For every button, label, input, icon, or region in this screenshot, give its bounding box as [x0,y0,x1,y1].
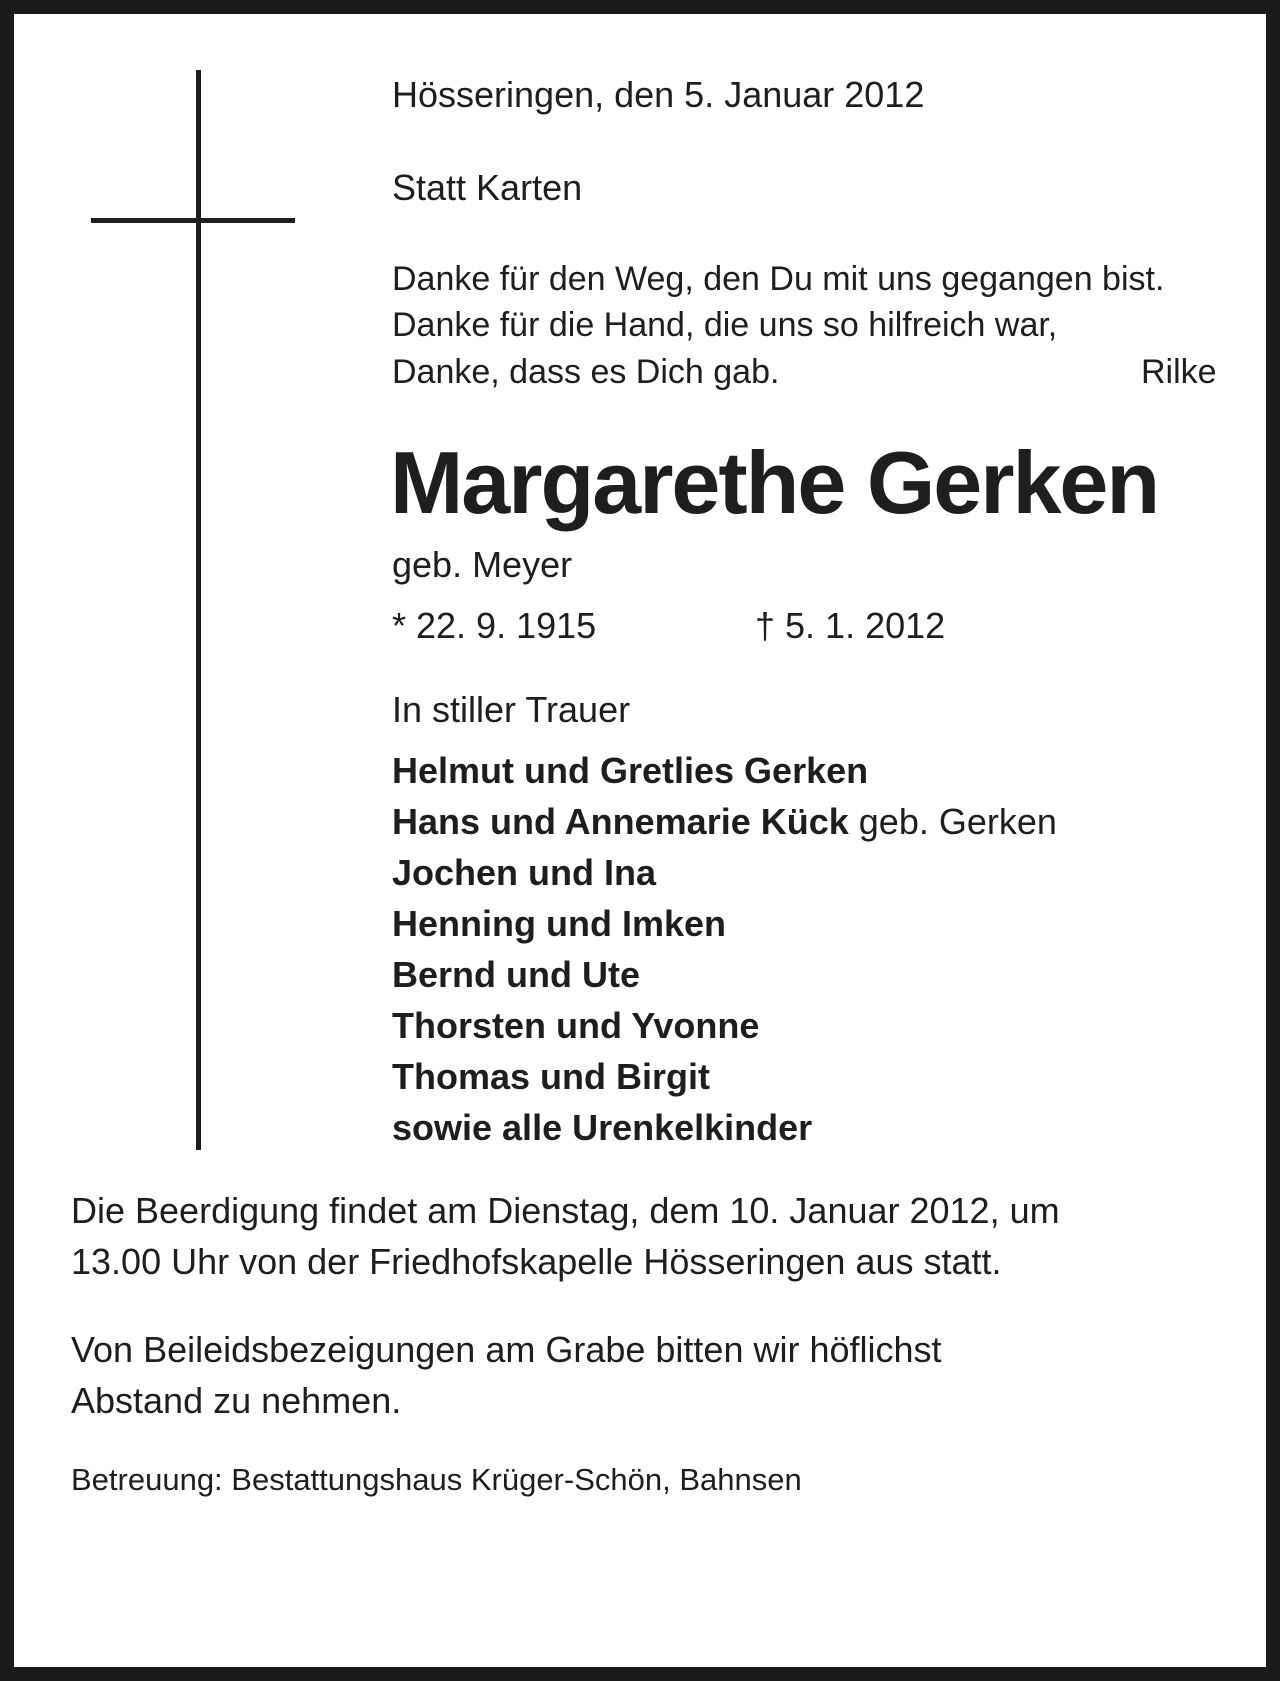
poem-author: Rilke [1141,353,1217,391]
birth-date: * 22. 9. 1915 [392,605,597,646]
mourner-entry: Thorsten und Yvonne [392,1005,760,1046]
death-date: † 5. 1. 2012 [755,605,946,646]
poem-line-1: Danke für den Weg, den Du mit uns gegangen bist. [392,260,1165,298]
poem-line-2: Danke für die Hand, die uns so hilfreich war, [392,306,1058,344]
condolence-line-2: Abstand zu nehmen. [71,1380,402,1421]
mourner-entry: Henning und Imken [392,903,727,944]
mourner-entry: Thomas und Birgit [392,1056,710,1097]
maiden-name: geb. Meyer [392,544,573,585]
cross-icon-bar [91,218,295,223]
mourners-list [392,745,1057,1153]
condolence-line-1: Von Beileidsbezeigungen am Grabe bitten wir höflichst [71,1329,942,1370]
cross-icon [196,70,201,1150]
mourner-entry: Jochen und Ina [392,852,657,893]
funeral-line-2: 13.00 Uhr von der Friedhofskapelle Hösseringen aus statt. [71,1241,1002,1282]
mourner-entry: Bernd und Ute [392,954,640,995]
funeral-home-credit: Betreuung: Bestattungshaus Krüger-Schön, Bahnsen [71,1462,802,1497]
place-date: Hösseringen, den 5. Januar 2012 [392,74,925,115]
mourner-suffix: geb. Gerken [848,801,1057,842]
deceased-name: Margarethe Gerken [390,433,1159,532]
mourning-intro: In stiller Trauer [392,689,631,730]
mourner-entry: Hans und Annemarie Kück geb. Gerken [392,801,1057,842]
funeral-line-1: Die Beerdigung findet am Dienstag, dem 10. Januar 2012, um [71,1190,1060,1231]
statt-karten-label: Statt Karten [392,167,583,208]
mourner-entry: sowie alle Urenkelkinder [392,1107,813,1148]
mourner-entry: Helmut und Gretlies Gerken [392,750,869,791]
poem-line-3: Danke, dass es Dich gab. [392,353,780,391]
